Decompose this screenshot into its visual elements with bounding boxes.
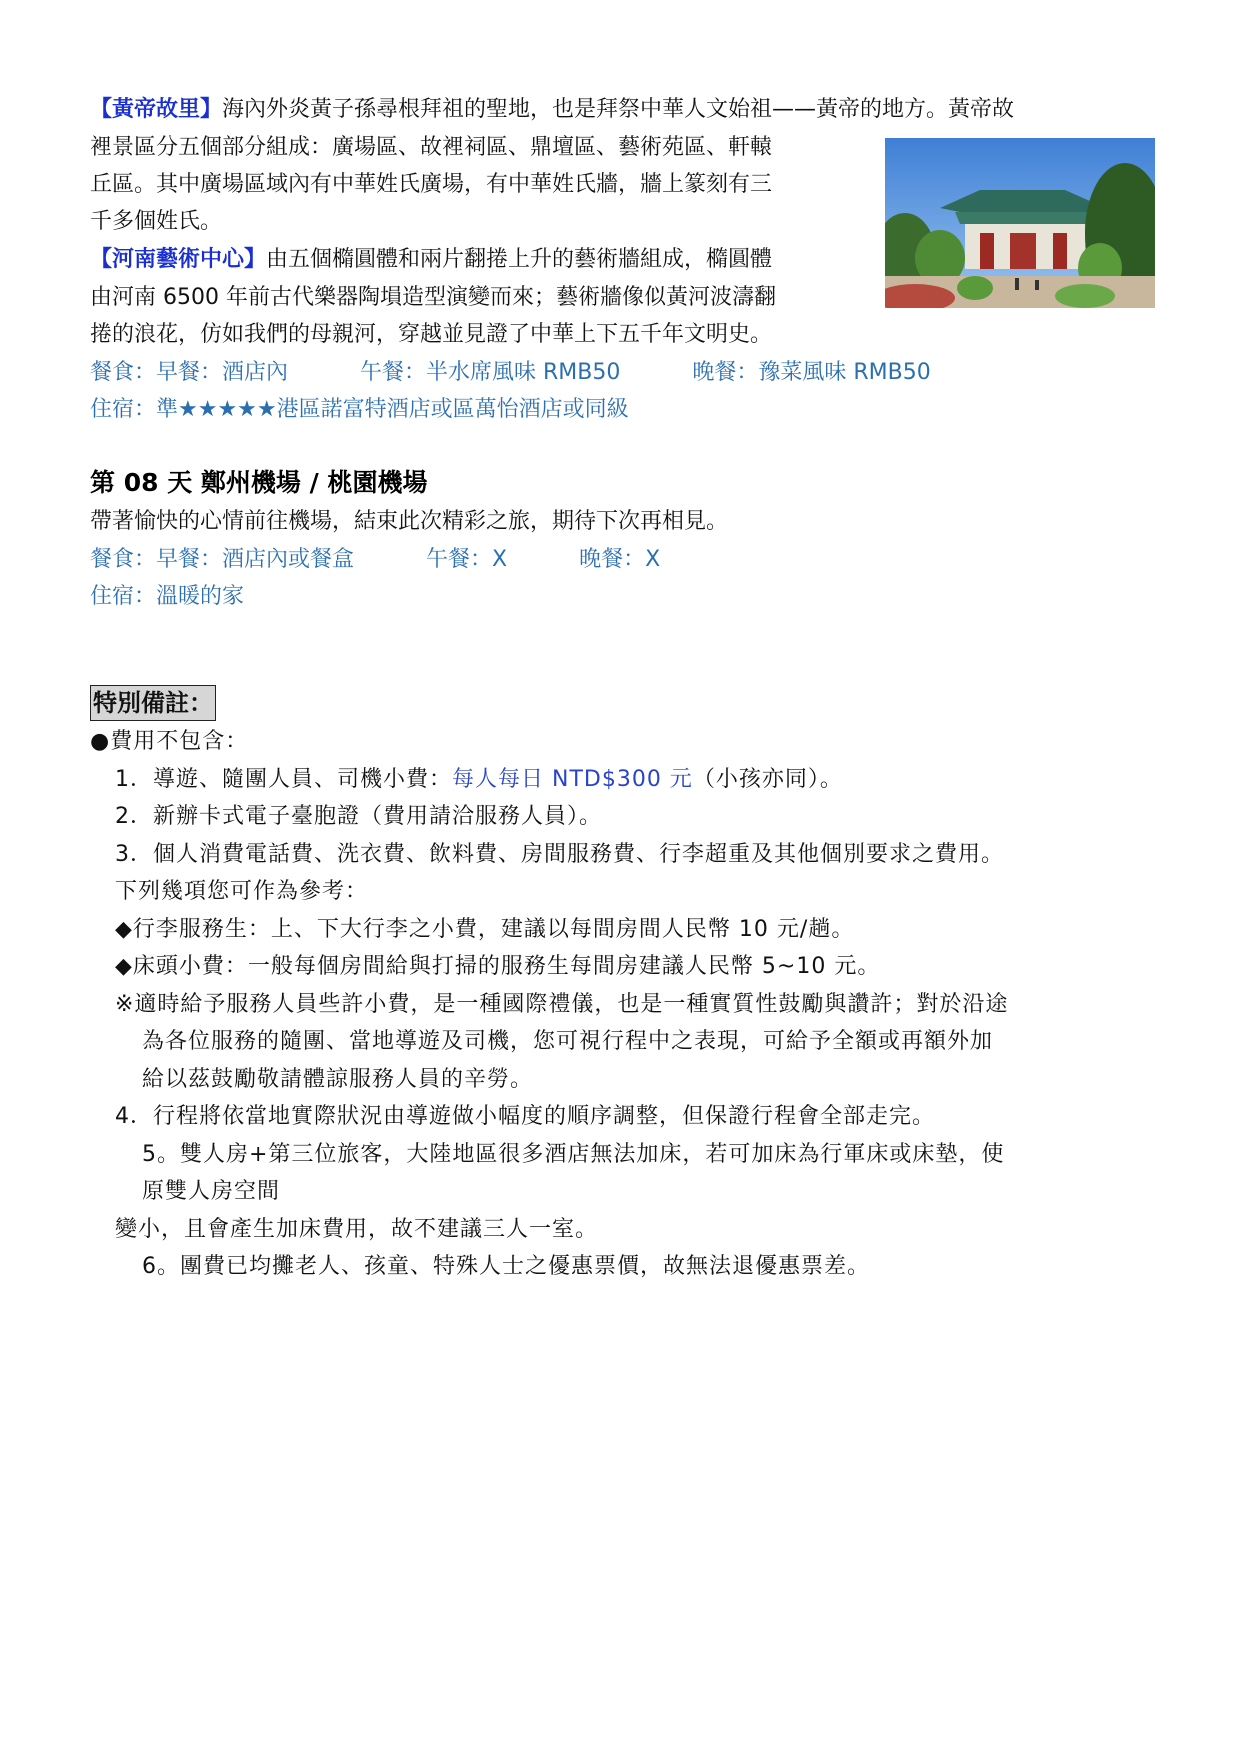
- huangdi-paragraph-line-4: 千多個姓氏。: [90, 209, 223, 234]
- henan-paragraph-line-2: 由河南 6500 年前古代樂器陶塤造型演變而來；藝術牆像似黃河波濤翻: [90, 285, 776, 310]
- henan-text-1: 由五個橢圓體和兩片翻捲上升的藝術牆組成，橢圓體: [266, 247, 773, 272]
- note-item-5-line-3: 變小，且會產生加床費用，故不建議三人一室。: [115, 1217, 599, 1242]
- day8-dinner: 晚餐：X: [579, 547, 661, 572]
- note-item-1-highlight: 每人每日 NTD$300 元: [452, 767, 693, 792]
- reference-intro: 下列幾項您可作為參考：: [115, 879, 369, 904]
- day7-dinner: 晚餐：豫菜風味 RMB50: [692, 360, 931, 385]
- day7-breakfast: 餐食：早餐：酒店內: [90, 360, 289, 385]
- tip-note-line-2: 為各位服務的隨團、當地導遊及司機，您可視行程中之表現，可給予全額或再額外加: [142, 1029, 994, 1054]
- huangdi-paragraph-line-3: 丘區。其中廣場區域內有中華姓氏廣場，有中華姓氏牆，牆上篆刻有三: [90, 172, 773, 197]
- note-item-6: 6。團費已均攤老人、孩童、特殊人士之優惠票價，故無法退優惠票差。: [142, 1254, 870, 1279]
- note-item-5-line-2: 原雙人房空間: [142, 1179, 281, 1204]
- temple-photo: [885, 138, 1155, 308]
- day8-lunch: 午餐：X: [426, 547, 508, 572]
- note-item-1-prefix: 1．導遊、隨團人員、司機小費：: [115, 767, 452, 792]
- note-item-1-suffix: （小孩亦同）。: [692, 767, 843, 792]
- day8-lodging: 住宿：溫暖的家: [90, 584, 245, 609]
- day8-breakfast: 餐食：早餐：酒店內或餐盒: [90, 547, 355, 572]
- henan-paragraph-line-3: 捲的浪花，仿如我們的母親河，穿越並見證了中華上下五千年文明史。: [90, 322, 773, 347]
- henan-paragraph-line-1: [90, 245, 772, 275]
- special-notes-heading: 特別備註：: [90, 685, 216, 721]
- note-item-1: [115, 765, 843, 795]
- reference-bullet-2: ◆床頭小費：一般每個房間給與打掃的服務生每間房建議人民幣 5~10 元。: [115, 954, 881, 979]
- note-item-5-line-1: 5。雙人房+第三位旅客，大陸地區很多酒店無法加床，若可加床為行軍床或床墊，使: [142, 1142, 1005, 1167]
- note-item-3: 3．個人消費電話費、洗衣費、飲料費、房間服務費、行李超重及其他個別要求之費用。: [115, 842, 1004, 867]
- day8-meals: [90, 545, 660, 575]
- tip-note-line-1: ※適時給予服務人員些許小費，是一種國際禮儀，也是一種實質性鼓勵與讚許；對於沿途: [115, 992, 1009, 1017]
- day8-description: 帶著愉快的心情前往機場，結束此次精彩之旅，期待下次再相見。: [90, 509, 729, 534]
- huangdi-tag: 【黃帝故里】: [90, 97, 223, 122]
- tip-note-line-3: 給以茲鼓勵敬請體諒服務人員的辛勞。: [142, 1067, 534, 1092]
- note-item-2: 2．新辦卡式電子臺胞證（費用請洽服務人員）。: [115, 804, 602, 829]
- henan-tag: 【河南藝術中心】: [90, 247, 267, 272]
- not-included-label: ●費用不包含：: [90, 729, 249, 754]
- day7-lodging: 住宿：準★★★★★港區諾富特酒店或區萬怡酒店或同級: [90, 397, 629, 422]
- huangdi-paragraph-line-2: 裡景區分五個部分組成：廣場區、故裡祠區、鼎壇區、藝術苑區、軒轅: [90, 135, 773, 160]
- day7-meals: [90, 358, 931, 388]
- note-item-4: 4．行程將依當地實際狀況由導遊做小幅度的順序調整，但保證行程會全部走完。: [115, 1104, 935, 1129]
- huangdi-paragraph-line-1: [90, 95, 1014, 125]
- reference-bullet-1: ◆行李服務生：上、下大行李之小費，建議以每間房間人民幣 10 元/趟。: [115, 917, 855, 942]
- day8-title: 第 08 天 鄭州機場 / 桃園機場: [90, 468, 428, 497]
- day7-lunch: 午餐：半水席風味 RMB50: [360, 360, 621, 385]
- huangdi-text-1: 海內外炎黃子孫尋根拜祖的聖地，也是拜祭中華人文始祖——黃帝的地方。黃帝故: [222, 97, 1015, 122]
